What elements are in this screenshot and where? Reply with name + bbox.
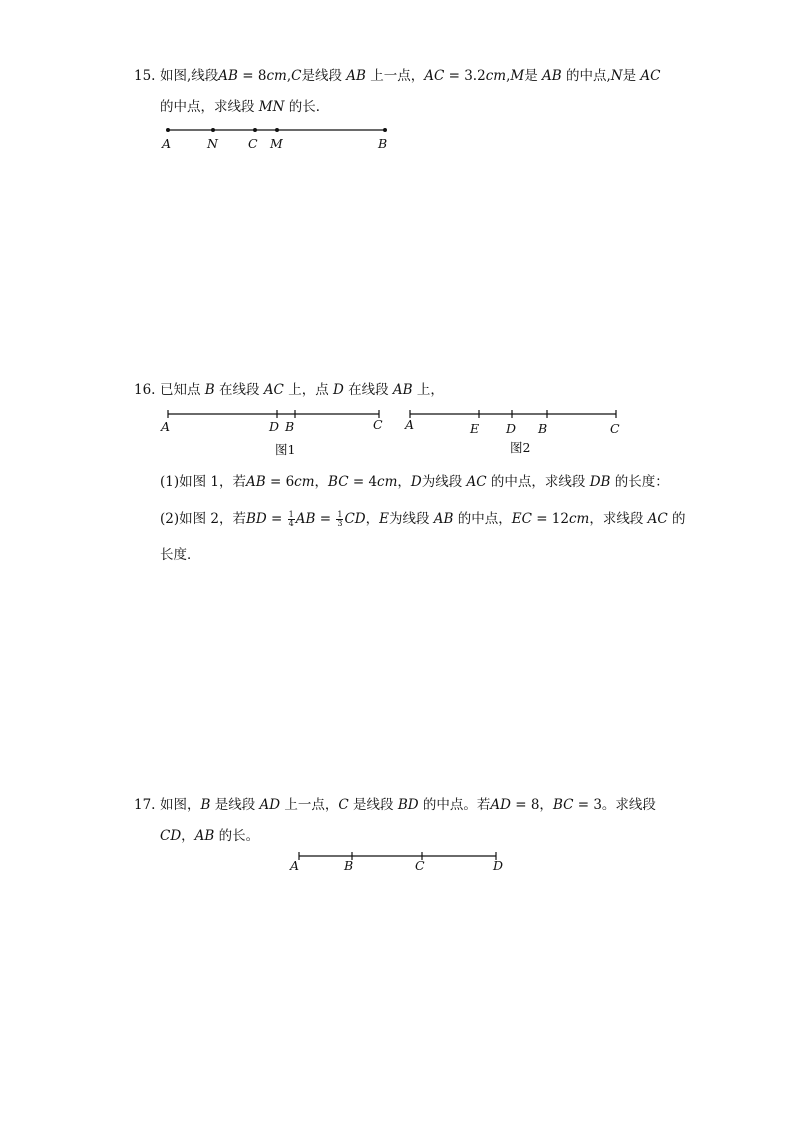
text: 的中点， bbox=[453, 511, 512, 527]
point-n bbox=[211, 128, 215, 132]
math: C bbox=[291, 68, 302, 84]
text: 上一点， bbox=[280, 797, 339, 813]
text: = 3。求线段 bbox=[573, 797, 656, 813]
label-a: A bbox=[290, 858, 300, 873]
math: E bbox=[379, 511, 389, 527]
math: BC bbox=[552, 797, 574, 813]
problem-17-figure bbox=[287, 846, 517, 878]
math: AC bbox=[647, 511, 668, 527]
problem-15-line2 bbox=[160, 97, 329, 117]
denominator: 4 bbox=[288, 519, 294, 528]
text: 在线段 bbox=[214, 382, 264, 398]
label-c: C bbox=[610, 421, 620, 436]
math: AB bbox=[246, 474, 266, 490]
math: cm bbox=[485, 68, 507, 84]
label-n: N bbox=[207, 136, 218, 151]
math: cm bbox=[568, 511, 590, 527]
label-d: D bbox=[506, 421, 517, 436]
math: D bbox=[410, 474, 422, 490]
point-m bbox=[275, 128, 279, 132]
text: , bbox=[506, 68, 511, 84]
text: 的 bbox=[667, 511, 686, 527]
math: AB bbox=[542, 68, 562, 84]
math: B bbox=[200, 797, 211, 813]
figure-1-caption: 图1 bbox=[275, 442, 296, 457]
label-b: B bbox=[344, 858, 354, 873]
label-d: D bbox=[493, 858, 504, 873]
label-b: B bbox=[538, 421, 548, 436]
math: AB bbox=[295, 511, 316, 527]
label-c: C bbox=[415, 858, 425, 873]
text: 为线段 bbox=[388, 511, 434, 527]
problem-16-figure-1 bbox=[155, 404, 395, 459]
problem-16-part1 bbox=[160, 472, 669, 492]
math: AB bbox=[194, 828, 215, 844]
text: 是线段 bbox=[210, 797, 260, 813]
text: ， bbox=[397, 474, 411, 490]
text: 如图， bbox=[160, 797, 201, 813]
math: AB bbox=[346, 68, 366, 84]
math: CD bbox=[160, 828, 182, 844]
label-b: B bbox=[378, 136, 388, 151]
math: AD bbox=[490, 797, 511, 813]
problem-15-number: 15. bbox=[134, 68, 156, 84]
text: = 8 bbox=[237, 68, 267, 84]
label-c: C bbox=[373, 417, 383, 432]
text: 如图,线段 bbox=[160, 68, 219, 84]
math: CD bbox=[344, 511, 366, 527]
text: ， bbox=[314, 474, 329, 490]
text: ， bbox=[181, 828, 195, 844]
problem-16-line1 bbox=[160, 380, 444, 400]
math: AC bbox=[640, 68, 661, 84]
fraction bbox=[336, 511, 343, 528]
problem-17-number: 17. bbox=[134, 797, 156, 813]
text: 是 bbox=[622, 68, 641, 84]
math: C bbox=[338, 797, 349, 813]
text: = 4 bbox=[348, 474, 378, 490]
math: AC bbox=[466, 474, 487, 490]
math: AB bbox=[392, 382, 413, 398]
label-a: A bbox=[161, 419, 171, 434]
math: AB bbox=[218, 68, 238, 84]
text: ，求线段 bbox=[589, 511, 648, 527]
text: 在线段 bbox=[343, 382, 393, 398]
math: AC bbox=[263, 382, 284, 398]
point-c bbox=[253, 128, 257, 132]
label-a: A bbox=[162, 136, 172, 151]
text: 的长． bbox=[284, 99, 330, 115]
numerator: 1 bbox=[337, 510, 343, 519]
problem-16-figure-2 bbox=[402, 404, 632, 454]
math: D bbox=[333, 382, 344, 398]
math: BD bbox=[246, 511, 267, 527]
text: , bbox=[286, 68, 292, 84]
label-c: C bbox=[248, 136, 258, 151]
problem-16-part2-cont: 长度． bbox=[160, 547, 201, 563]
label-a: A bbox=[405, 417, 415, 432]
text: = 8， bbox=[510, 797, 553, 813]
text: 上，点 bbox=[283, 382, 333, 398]
math: MN bbox=[258, 99, 285, 115]
math: DB bbox=[589, 474, 611, 490]
text: 的长。 bbox=[214, 828, 260, 844]
text: = bbox=[315, 511, 336, 527]
math: cm bbox=[294, 474, 315, 490]
text: 为线段 bbox=[421, 474, 467, 490]
math: BC bbox=[328, 474, 349, 490]
figure-2-caption: 图2 bbox=[510, 440, 531, 454]
problem-17-line1 bbox=[160, 795, 656, 815]
text: 已知点 bbox=[160, 382, 205, 398]
text: 的长度： bbox=[610, 474, 669, 490]
math: AB bbox=[433, 511, 454, 527]
label-b: B bbox=[285, 419, 295, 434]
math: cm bbox=[266, 68, 287, 84]
math: N bbox=[610, 68, 623, 84]
text: 的中点，求线段 bbox=[160, 99, 259, 115]
text: (1)如图 1，若 bbox=[160, 474, 247, 490]
text: 的中点, bbox=[561, 68, 611, 84]
label-e: E bbox=[470, 421, 480, 436]
math: EC bbox=[511, 511, 532, 527]
math: cm bbox=[377, 474, 398, 490]
math: BD bbox=[397, 797, 419, 813]
text: = 6 bbox=[265, 474, 295, 490]
problem-16-part2 bbox=[160, 509, 686, 529]
math: B bbox=[204, 382, 215, 398]
text: 的中点。若 bbox=[418, 797, 491, 813]
problem-15-figure bbox=[155, 120, 415, 160]
text: 上一点， bbox=[365, 68, 425, 84]
point-b bbox=[383, 128, 387, 132]
label-m: M bbox=[270, 136, 283, 151]
point-a bbox=[166, 128, 170, 132]
math: AD bbox=[259, 797, 281, 813]
problem-16-number: 16. bbox=[134, 382, 156, 398]
text: 上， bbox=[412, 382, 444, 398]
text: 是 bbox=[524, 68, 542, 84]
math: AC bbox=[424, 68, 445, 84]
text: 的中点，求线段 bbox=[486, 474, 590, 490]
label-d: D bbox=[269, 419, 280, 434]
fraction bbox=[288, 511, 295, 528]
text: = 12 bbox=[531, 511, 569, 527]
math: M bbox=[510, 68, 525, 84]
text: 是线段 bbox=[348, 797, 398, 813]
text: 是线段 bbox=[301, 68, 347, 84]
numerator: 1 bbox=[288, 510, 294, 519]
problem-15-line1 bbox=[160, 66, 660, 86]
problem-17-line2 bbox=[160, 826, 259, 846]
text: (2)如图 2，若 bbox=[160, 511, 247, 527]
text: = 3.2 bbox=[444, 68, 486, 84]
text: ， bbox=[365, 511, 380, 527]
text: = bbox=[266, 511, 287, 527]
denominator: 3 bbox=[337, 519, 343, 528]
